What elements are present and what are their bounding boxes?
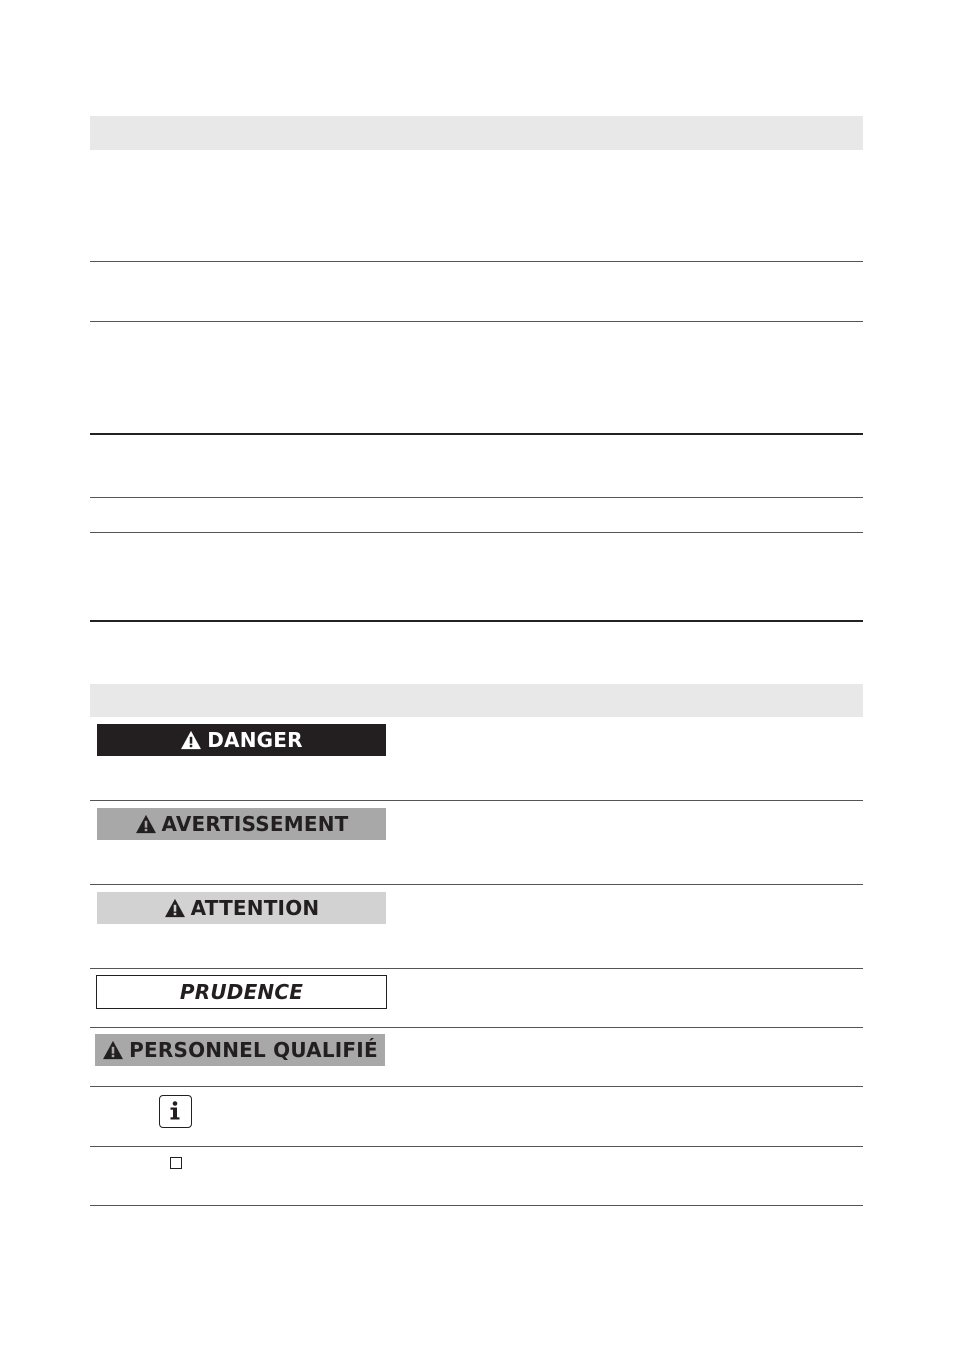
warning-triangle-icon [102,1040,124,1060]
qualified-person-signal-word [95,1034,385,1066]
danger-label: DANGER [207,728,303,752]
warning-signal-word [97,808,386,840]
row-divider [90,261,863,262]
warning-triangle-icon [135,814,157,834]
notice-signal-word [96,975,387,1009]
row-divider [90,1146,863,1147]
row-divider [90,1027,863,1028]
table-header-band [90,684,863,717]
table-header-band [90,116,863,150]
warning-triangle-icon [180,730,202,750]
information-icon [159,1095,192,1128]
table-bottom-rule [90,1205,863,1206]
warning-label: AVERTISSEMENT [161,812,349,836]
checkbox-icon [170,1157,182,1169]
row-divider [90,884,863,885]
table-bottom-rule [90,620,863,622]
row-divider [90,532,863,533]
attention-signal-word [97,892,386,924]
notice-label: PRUDENCE [179,980,304,1004]
attention-label: ATTENTION [190,896,320,920]
warning-triangle-icon [164,898,186,918]
danger-signal-word [97,724,386,756]
row-divider [90,321,863,322]
section-divider [90,433,863,435]
row-divider [90,1086,863,1087]
row-divider [90,497,863,498]
qualified-person-label: PERSONNEL QUALIFIÉ [129,1038,378,1062]
row-divider [90,968,863,969]
row-divider [90,800,863,801]
